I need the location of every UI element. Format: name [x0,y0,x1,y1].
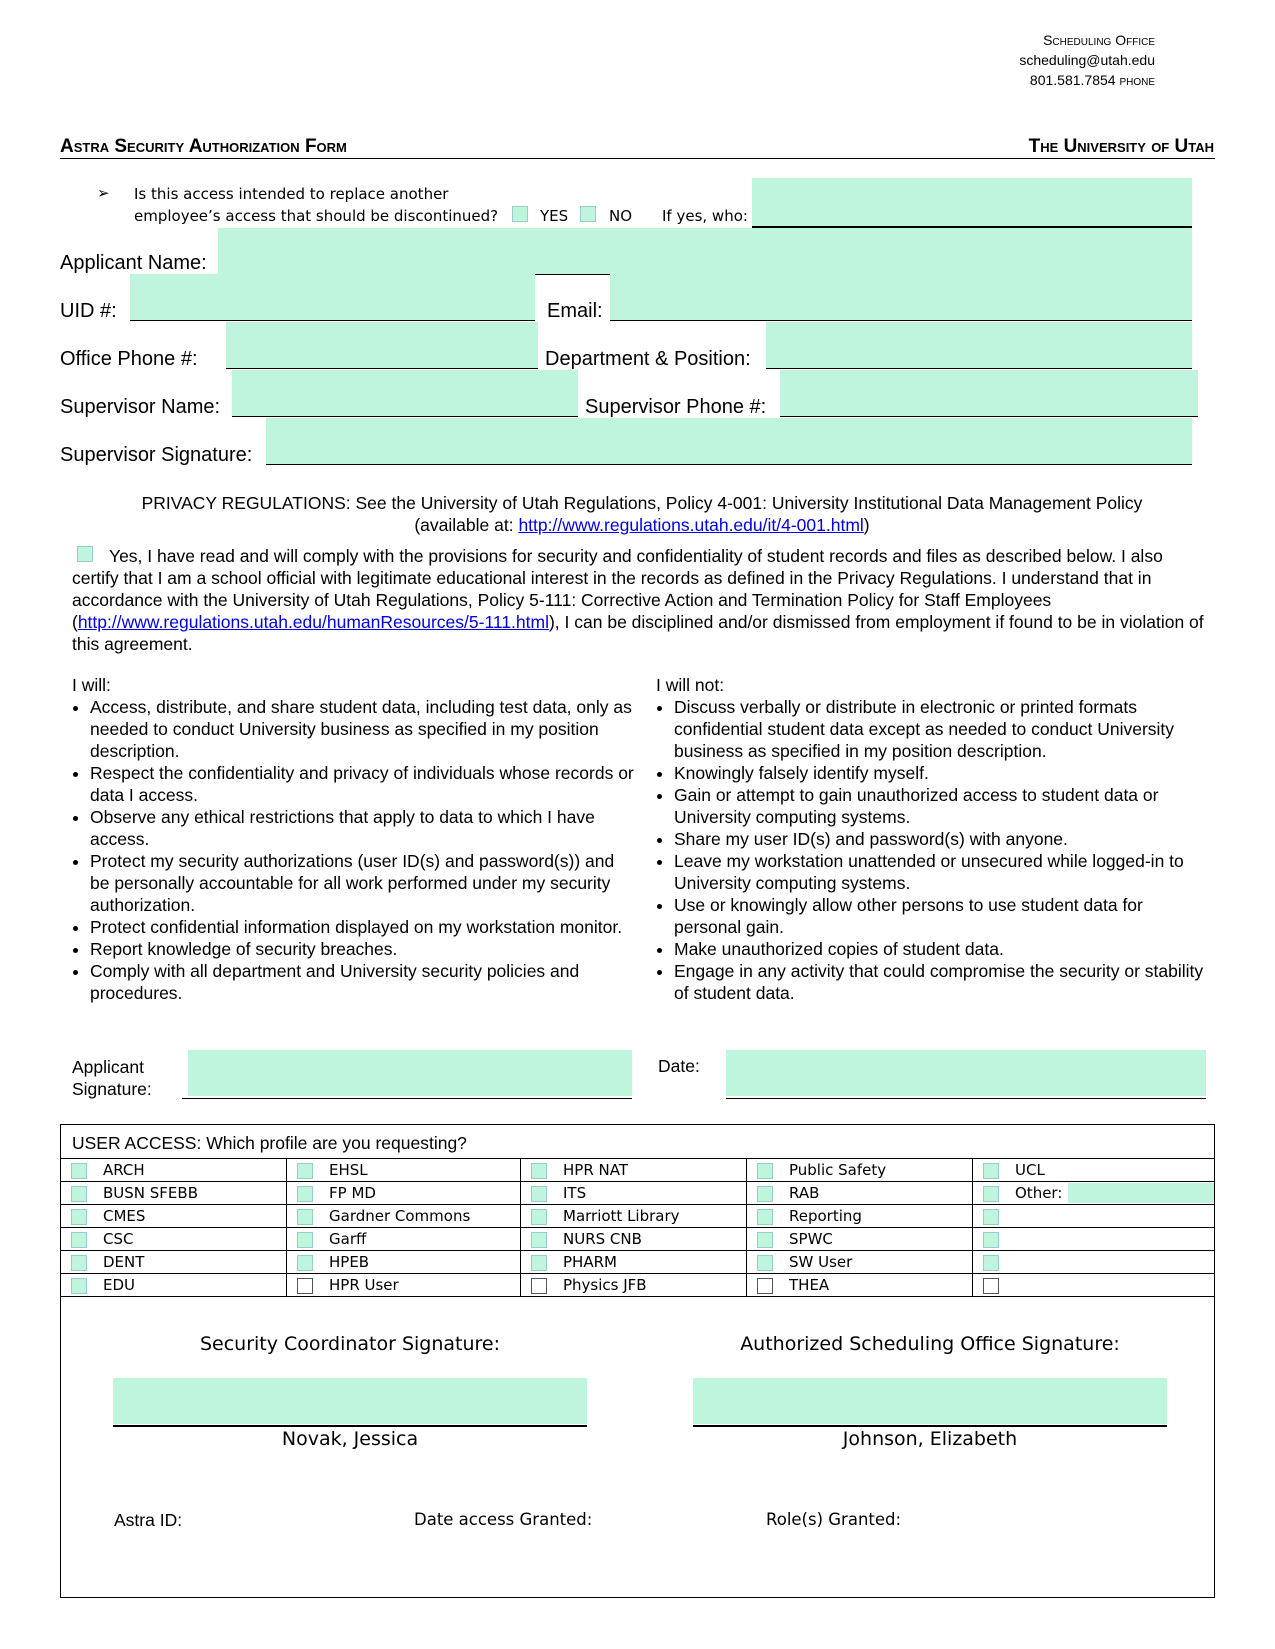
replace-who-label: If yes, who: [662,207,748,225]
profile-cell-other[interactable] [973,1182,1215,1205]
profile-label: Marriott Library [563,1207,680,1225]
will-not-item: • Engage in any activity that could compromise the security or stability of student data. [674,960,1212,1004]
uid-line [130,320,535,321]
scheduling-office-signature-field[interactable] [693,1378,1167,1424]
applicant-signature-line [182,1098,632,1099]
will-heading: I will: [72,675,111,695]
bullet-arrow: ➢ [97,184,110,202]
profile-cell-fp-md[interactable] [287,1182,521,1205]
checkbox-icon[interactable] [757,1232,773,1248]
date-granted-label: Date access Granted: [414,1510,593,1529]
checkbox-icon[interactable] [71,1186,87,1202]
phone-number: 801.581.7854 [1029,72,1116,88]
department-field[interactable] [766,322,1192,368]
will-not-item: • Knowingly falsely identify myself. [674,762,1212,784]
privacy-avail-pre: (available at: [414,515,519,535]
user-access-heading: USER ACCESS: Which profile are you requesting? [72,1133,467,1153]
profile-label: Other: [1015,1184,1063,1202]
table-row [61,1182,1215,1205]
will-not-item: • Use or knowingly allow other persons to use student data for personal gain. [674,894,1212,938]
date-label: Date: [658,1056,700,1076]
table-row [61,1251,1215,1274]
profile-label: ARCH [103,1161,145,1179]
profile-cell-spwc[interactable] [747,1228,973,1251]
privacy-regulations [72,492,1212,536]
email-field[interactable] [610,274,1192,320]
profile-cell-sw-user[interactable] [747,1251,973,1274]
privacy-line-2 [72,514,1212,536]
profile-label: CSC [103,1230,134,1248]
profile-cell-ehsl[interactable] [287,1159,521,1182]
profile-label: DENT [103,1253,145,1271]
phone-label: phone [1119,72,1155,88]
checkbox-icon[interactable] [531,1255,547,1271]
table-row [61,1228,1215,1251]
security-coordinator-signature-field[interactable] [113,1378,587,1424]
profile-cell-hpeb[interactable] [287,1251,521,1274]
will-item: • Access, distribute, and share student data, including test data, only as needed to conduct University business as specified in my position description. [90,696,638,762]
profile-label: SW User [789,1253,853,1271]
profile-cell-blank-1[interactable] [973,1205,1215,1228]
date-line [726,1098,1206,1099]
replace-no-label: NO [609,207,633,225]
applicant-name-field[interactable] [218,228,1192,274]
will-item: • Comply with all department and University security policies and procedures. [90,960,638,1004]
profile-cell-its[interactable] [521,1182,747,1205]
profile-cell-public-safety[interactable] [747,1159,973,1182]
table-row [61,1159,1215,1182]
applicant-name-label: Applicant Name: [60,252,207,274]
agreement-text-1: Yes, I have read and will comply with the provisions for security and confidentiality of student records and files as described below. I also certify that I am a school official with legitimate educational interest in the records as defined in the Privacy Regulations. I understand that in accordance with the University of Utah Regulations, Policy 5-111: Corrective Action and Termination Policy for Staff Employees ( [72,546,1163,632]
security-coordinator-name: Novak, Jessica [281,1428,419,1450]
checkbox-icon[interactable] [71,1209,87,1225]
will-item: • Report knowledge of security breaches. [90,938,638,960]
supervisor-name-field[interactable] [232,370,578,416]
date-field[interactable] [726,1050,1206,1096]
office-name: Scheduling Office [1043,32,1155,48]
profile-label: SPWC [789,1230,833,1248]
checkbox-icon[interactable] [757,1255,773,1271]
office-email: scheduling@utah.edu [1019,52,1155,68]
profile-cell-hpr-nat[interactable] [521,1159,747,1182]
will-not-item: • Gain or attempt to gain unauthorized access to student data or University computing systems. [674,784,1212,828]
checkbox-icon[interactable] [757,1163,773,1179]
replace-who-field[interactable] [752,178,1192,226]
profile-label: HPEB [329,1253,370,1271]
table-row [61,1274,1215,1297]
checkbox-icon[interactable] [983,1209,999,1225]
profile-cell-nurs-cnb[interactable] [521,1228,747,1251]
checkbox-icon[interactable] [531,1232,547,1248]
applicant-signature-label [72,1056,152,1100]
replace-yes-checkbox[interactable] [512,206,528,222]
will-section [72,674,638,1004]
security-coordinator-line [113,1425,587,1427]
checkbox-icon[interactable] [757,1209,773,1225]
checkbox-icon[interactable] [757,1186,773,1202]
profile-cell-marriott-library[interactable] [521,1205,747,1228]
checkbox-icon[interactable] [531,1186,547,1202]
profile-label: PHARM [563,1253,617,1271]
office-phone [755,70,1155,90]
supervisor-signature-line [266,464,1192,465]
profile-cell-hpr-user[interactable] [287,1274,521,1297]
supervisor-phone-label: Supervisor Phone #: [585,396,767,418]
profile-cell-physics-jfb[interactable] [521,1274,747,1297]
profile-label: EDU [103,1276,136,1294]
email-label: Email: [547,300,603,322]
profile-label: UCL [1015,1161,1045,1179]
replace-yes-label: YES [540,207,569,225]
checkbox-icon[interactable] [983,1232,999,1248]
profile-table [60,1158,1215,1297]
will-item: • Protect confidential information displayed on my workstation monitor. [90,916,638,938]
checkbox-icon[interactable] [297,1163,313,1179]
supervisor-name-label: Supervisor Name: [60,396,221,418]
checkbox-icon[interactable] [983,1163,999,1179]
replace-no-checkbox[interactable] [580,206,596,222]
checkbox-icon[interactable] [71,1163,87,1179]
checkbox-icon[interactable] [297,1255,313,1271]
profile-cell-blank-3[interactable] [973,1251,1215,1274]
other-field[interactable] [1068,1183,1214,1203]
profile-cell-dent[interactable] [61,1251,287,1274]
university-name: The University of Utah [1028,136,1214,157]
agreement-text [72,545,1210,655]
checkbox-icon[interactable] [531,1209,547,1225]
policy-4-001-link[interactable]: http://www.regulations.utah.edu/it/4-001.html [518,515,864,535]
office-phone-field[interactable] [226,322,538,368]
checkbox-icon[interactable] [983,1186,999,1202]
privacy-line-1: PRIVACY REGULATIONS: See the University of Utah Regulations, Policy 4-001: University Institutional Data Management Policy [141,493,1143,513]
title-rule [60,158,1215,159]
profile-cell-thea[interactable] [747,1274,973,1297]
checkbox-icon[interactable] [297,1278,313,1294]
email-line [610,320,1192,321]
profile-label: RAB [789,1184,820,1202]
office-header [755,30,1155,90]
will-item: • Observe any ethical restrictions that apply to data to which I have access. [90,806,638,850]
profile-label: HPR NAT [563,1161,628,1179]
form-title: Astra Security Authorization Form [60,136,347,157]
checkbox-icon[interactable] [983,1255,999,1271]
profile-cell-garff[interactable] [287,1228,521,1251]
profile-label: Physics JFB [563,1276,647,1294]
checkbox-icon[interactable] [757,1278,773,1294]
applicant-signature-label-1: Applicant [72,1057,144,1077]
agreement-text-2: ), I can be disciplined and/or dismissed from employment if found to be in violation of this agreement. [72,612,1204,654]
will-not-item: • Share my user ID(s) and password(s) with anyone. [674,828,1212,850]
supervisor-signature-field[interactable] [266,418,1192,464]
uid-field[interactable] [130,274,535,320]
profile-label: NURS CNB [563,1230,642,1248]
profile-cell-pharm[interactable] [521,1251,747,1274]
checkbox-icon[interactable] [531,1278,547,1294]
replace-question-2: employee’s access that should be discontinued? [134,207,499,225]
profile-cell-arch[interactable] [61,1159,287,1182]
checkbox-icon[interactable] [71,1255,87,1271]
profile-label: ITS [563,1184,587,1202]
scheduling-office-name: Johnson, Elizabeth [842,1428,1018,1450]
profile-label: Garff [329,1230,367,1248]
profile-cell-blank-2[interactable] [973,1228,1215,1251]
will-list [72,696,638,1004]
will-item: • Protect my security authorizations (user ID(s) and password(s)) and be personally accountable for all work performed under my security authorization. [90,850,638,916]
profile-cell-busn-sfebb[interactable] [61,1182,287,1205]
applicant-signature-field[interactable] [188,1050,632,1096]
profile-label: CMES [103,1207,146,1225]
supervisor-phone-line [780,416,1198,417]
will-not-item: • Make unauthorized copies of student data. [674,938,1212,960]
checkbox-icon[interactable] [71,1232,87,1248]
roles-granted-label: Role(s) Granted: [766,1510,902,1529]
profile-cell-cmes[interactable] [61,1205,287,1228]
supervisor-signature-label: Supervisor Signature: [60,444,253,466]
profile-label: Reporting [789,1207,862,1225]
supervisor-name-line [232,416,578,417]
table-row [61,1205,1215,1228]
will-not-item: • Leave my workstation unattended or unsecured while logged-in to University computing systems. [674,850,1212,894]
policy-5-111-link[interactable]: http://www.regulations.utah.edu/humanResources/5-111.html [77,612,549,632]
will-not-list [656,696,1212,1004]
department-line [766,368,1192,369]
applicant-signature-label-2: Signature: [72,1079,152,1099]
department-label: Department & Position: [545,348,751,370]
will-not-section [656,674,1212,1004]
uid-label: UID #: [60,300,117,322]
profile-label: HPR User [329,1276,399,1294]
scheduling-office-line [693,1425,1167,1427]
privacy-avail-post: ) [863,515,870,535]
will-item: • Respect the confidentiality and privacy of individuals whose records or data I access. [90,762,638,806]
office-phone-line [226,368,538,369]
supervisor-phone-field[interactable] [780,370,1198,416]
astra-id-label: Astra ID: [114,1510,183,1530]
will-not-heading: I will not: [656,675,725,695]
replace-question-1: Is this access intended to replace another [134,185,449,203]
office-phone-label: Office Phone #: [60,348,198,370]
profile-label: FP MD [329,1184,376,1202]
checkbox-icon[interactable] [983,1278,999,1294]
profile-label: THEA [789,1276,830,1294]
profile-label: Public Safety [789,1161,887,1179]
checkbox-icon[interactable] [71,1278,87,1294]
will-not-item: • Discuss verbally or distribute in electronic or printed formats confidential student data except as needed to conduct University business as specified in my position description. [674,696,1212,762]
profile-cell-reporting[interactable] [747,1205,973,1228]
profile-cell-blank-4[interactable] [973,1274,1215,1297]
checkbox-icon[interactable] [531,1163,547,1179]
profile-cell-gardner-commons[interactable] [287,1205,521,1228]
checkbox-icon[interactable] [297,1232,313,1248]
security-coordinator-label: Security Coordinator Signature: [199,1333,501,1355]
checkbox-icon[interactable] [297,1186,313,1202]
profile-cell-ucl[interactable] [973,1159,1215,1182]
profile-cell-csc[interactable] [61,1228,287,1251]
profile-cell-edu[interactable] [61,1274,287,1297]
profile-label: BUSN SFEBB [103,1184,198,1202]
checkbox-icon[interactable] [297,1209,313,1225]
profile-cell-rab[interactable] [747,1182,973,1205]
scheduling-office-label: Authorized Scheduling Office Signature: [740,1333,1120,1355]
profile-label: Gardner Commons [329,1207,471,1225]
profile-label: EHSL [329,1161,368,1179]
